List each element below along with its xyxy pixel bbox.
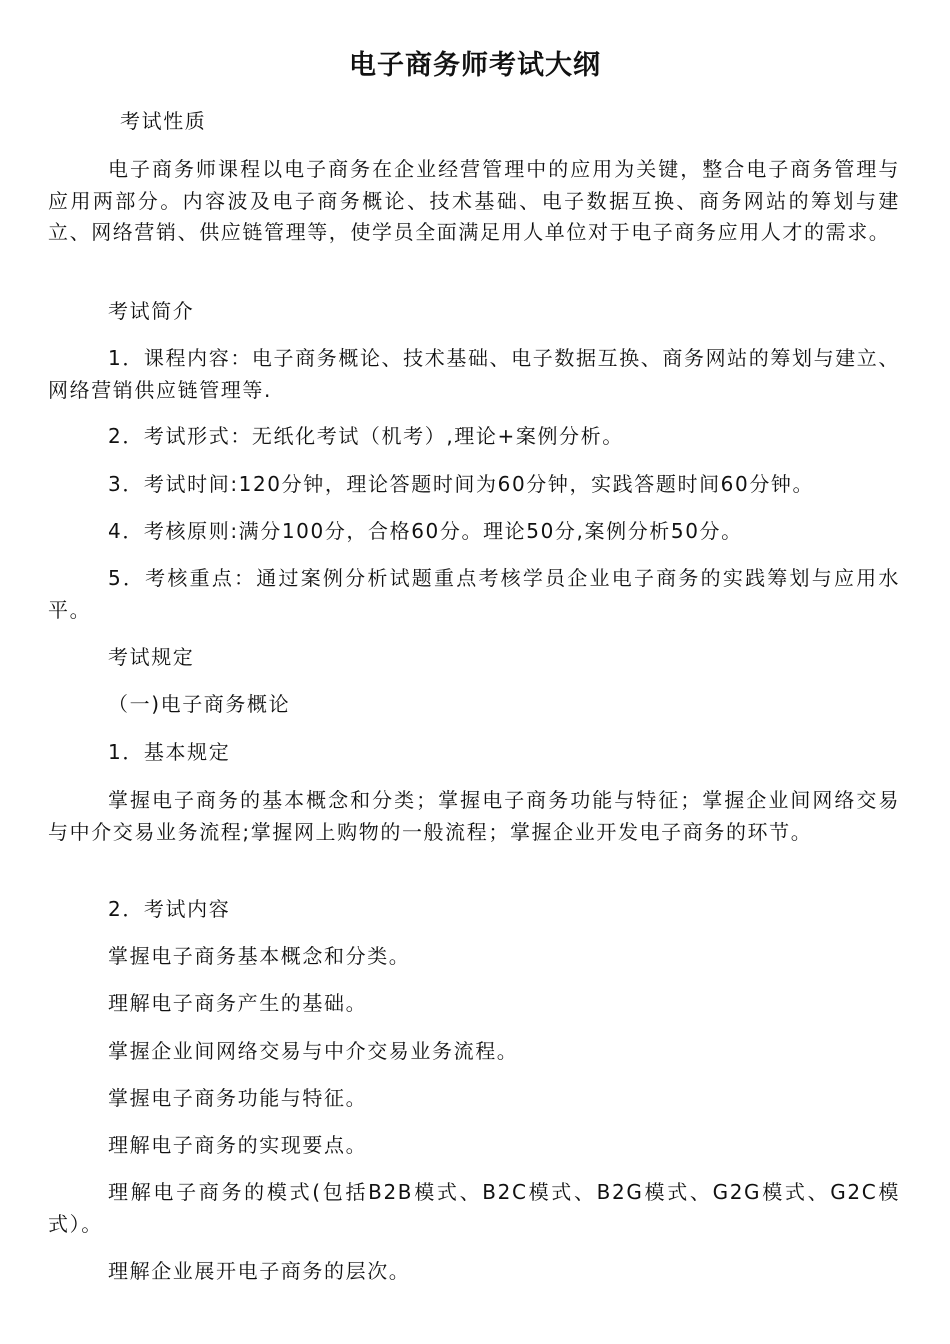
content-item: 掌握电子商务基本概念和分类。 <box>108 944 411 968</box>
heading-exam-rules: 考试规定 <box>108 645 195 669</box>
content-item: 理解企业展开电子商务的层次。 <box>108 1259 411 1283</box>
heading-section-1: （一)电子商务概论 <box>108 692 291 716</box>
intro-item-assessment-focus: 5．考核重点：通过案例分析试题重点考核学员企业电子商务的实践筹划与应用水平。 <box>48 566 900 622</box>
heading-exam-nature: 考试性质 <box>120 109 207 133</box>
intro-item-exam-time: 3．考试时间:120分钟，理论答题时间为60分钟，实践答题时间60分钟。 <box>108 472 815 496</box>
content-item: 掌握企业间网络交易与中介交易业务流程。 <box>108 1039 519 1063</box>
document-title: 电子商务师考试大纲 <box>349 50 601 81</box>
content-item: 理解电子商务的实现要点。 <box>108 1133 368 1157</box>
intro-item-course-content: 1．课程内容：电子商务概论、技术基础、电子数据互换、商务网站的筹划与建立、网络营销供应链管理等. <box>48 346 900 402</box>
content-item: 掌握电子商务功能与特征。 <box>108 1086 368 1110</box>
intro-item-exam-format: 2．考试形式：无纸化考试（机考）,理论+案例分析。 <box>108 424 624 448</box>
content-item: 理解电子商务产生的基础。 <box>108 991 368 1015</box>
intro-item-assessment-rules: 4．考核原则:满分100分，合格60分。理论50分,案例分析50分。 <box>108 519 743 543</box>
heading-exam-intro: 考试简介 <box>108 299 195 323</box>
heading-exam-content: 2．考试内容 <box>108 897 231 921</box>
heading-basic-rules: 1．基本规定 <box>108 740 231 764</box>
paragraph-basic-rules: 掌握电子商务的基本概念和分类；掌握电子商务功能与特征；掌握企业间网络交易与中介交易业务流程;掌握网上购物的一般流程；掌握企业开发电子商务的环节。 <box>48 788 900 844</box>
content-item: 理解电子商务的模式(包括B2B模式、B2C模式、B2G模式、G2G模式、G2C模式）。 <box>48 1180 900 1236</box>
paragraph-exam-nature: 电子商务师课程以电子商务在企业经营管理中的应用为关键，整合电子商务管理与应用两部分。内容波及电子商务概论、技术基础、电子数据互换、商务网站的筹划与建立、网络营销、供应链管理等，使学员全面满足用人单位对于电子商务应用人才的需求。 <box>48 157 900 244</box>
